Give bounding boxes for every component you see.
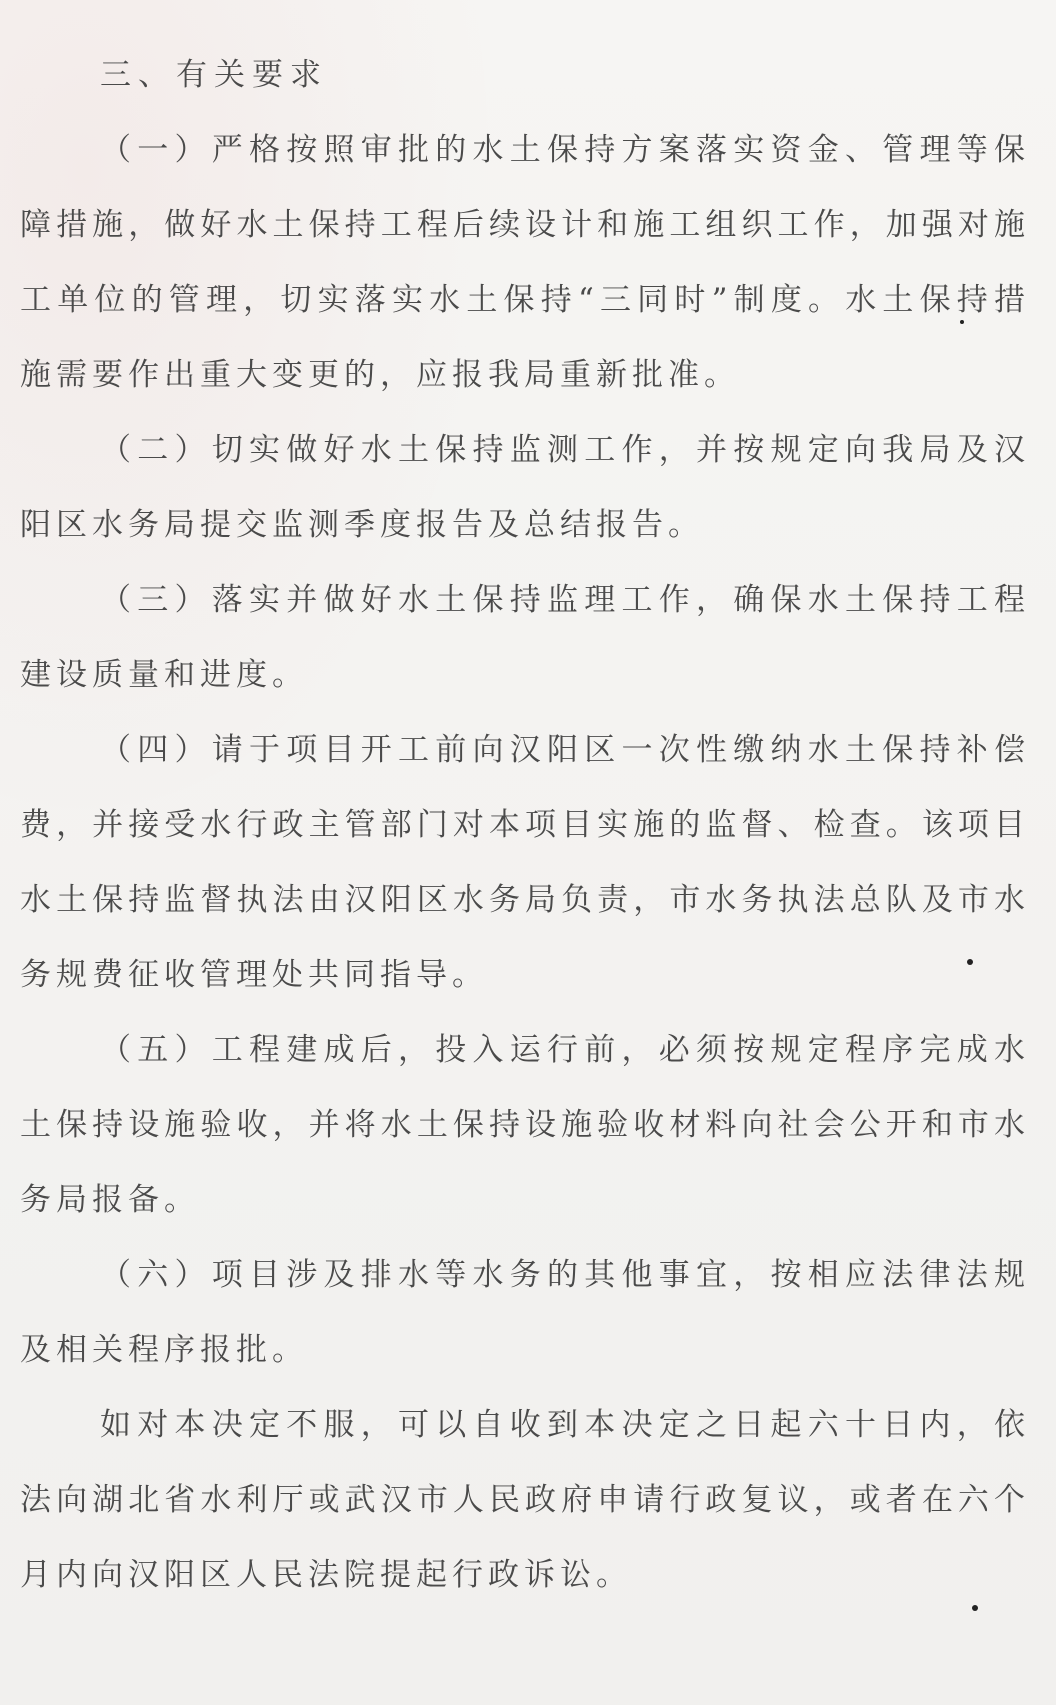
paragraph-4: （四）请于项目开工前向汉阳区一次性缴纳水土保持补偿费，并接受水行政主管部门对本项目实施的监督、检查。该项目水土保持监督执法由汉阳区水务局负责，市水务执法总队及市水务规费征收管理处共同指导。 <box>20 732 1030 993</box>
section-heading: 三、有关要求 <box>100 57 328 93</box>
paragraph-5: （五）工程建成后，投入运行前，必须按规定程序完成水土保持设施验收，并将水土保持设施验收材料向社会公开和市水务局报备。 <box>20 1032 1030 1218</box>
scan-speck <box>967 959 973 965</box>
paragraph-7: 如对本决定不服，可以自收到本决定之日起六十日内，依法向湖北省水利厅或武汉市人民政府申请行政复议，或者在六个月内向汉阳区人民法院提起行政诉讼。 <box>20 1407 1030 1593</box>
paragraph-2: （二）切实做好水土保持监测工作，并按规定向我局及汉阳区水务局提交监测季度报告及总结报告。 <box>20 432 1030 543</box>
document-body <box>20 38 1030 1613</box>
paragraph-3: （三）落实并做好水土保持监理工作，确保水土保持工程建设质量和进度。 <box>20 582 1030 693</box>
scan-speck <box>972 1605 978 1611</box>
paragraph-1: （一）严格按照审批的水土保持方案落实资金、管理等保障措施，做好水土保持工程后续设计和施工组织工作，加强对施工单位的管理，切实落实水土保持“三同时”制度。水土保持措施需要作出重大变更的，应报我局重新批准。 <box>20 132 1030 393</box>
scan-speck <box>960 320 964 324</box>
paragraph-6: （六）项目涉及排水等水务的其他事宜，按相应法律法规及相关程序报批。 <box>20 1257 1030 1368</box>
